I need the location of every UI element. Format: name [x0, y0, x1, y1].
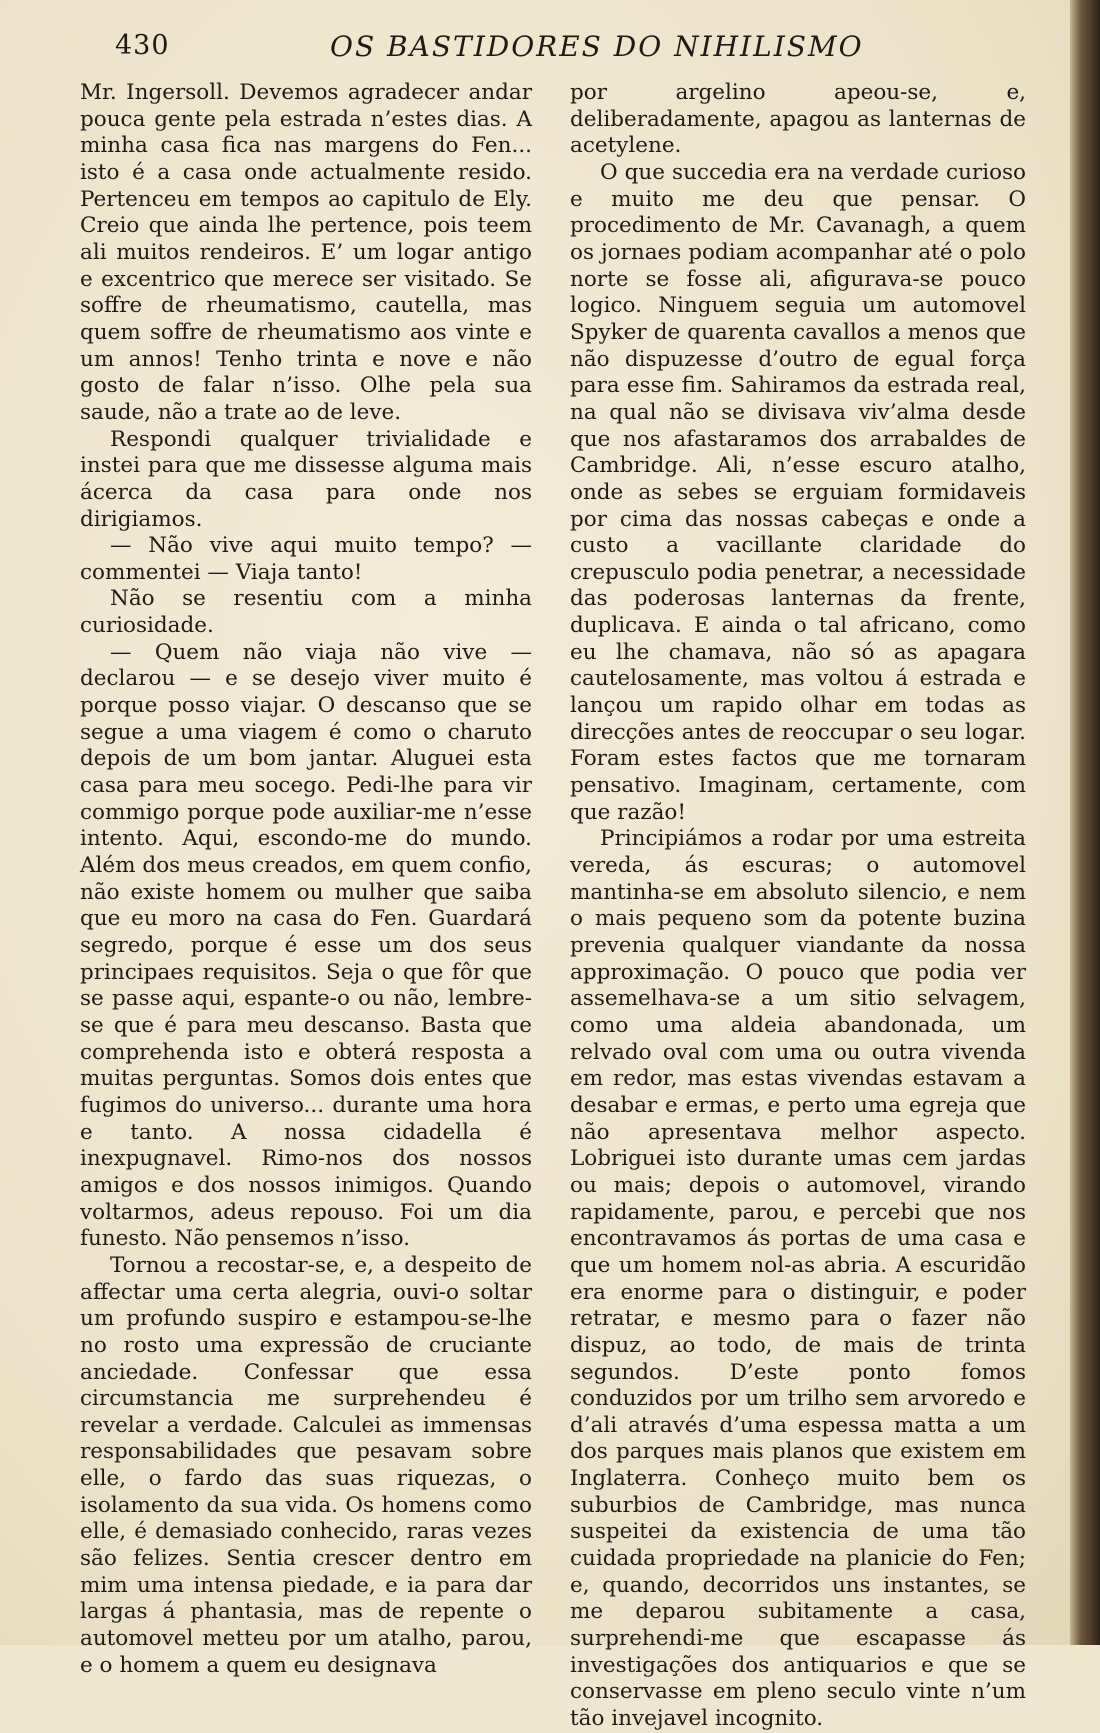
paragraph: Respondi qualquer trivialidade e instei para que me dissesse alguma mais ácerca da casa para onde nos dirigiamos. [80, 426, 532, 532]
page-number: 430 [115, 30, 170, 61]
running-head: OS BASTIDORES DO NIHILISMO [330, 30, 864, 63]
paragraph: — Não vive aqui muito tempo? — commentei — Viaja tanto! [80, 533, 532, 585]
paragraph: Não se resentiu com a minha curiosidade. [80, 586, 532, 639]
paragraph: por argelino apeou-se, e, deliberadamente, apagou as lanternas de acetylene. [570, 80, 1026, 159]
paragraph: O que succedia era na verdade curioso e muito me deu que pensar. O procedimento de Mr. Cavanagh, a quem os jornaes podiam acompanhar até o polo norte se fosse ali, afigurava-se pouco logico. Ninguem seguia um automovel Spyker de quarenta cavallos a menos que não dispuzesse d’outro de egual força para esse fim. Sahiramos da estrada real, na qual não se divisava viv’alma desde que nos afastaramos dos arrabaldes de Cambridge. Ali, n’esse escuro atalho, onde as sebes se erguiam formidaveis por cima das nossas cabeças e onde a custo a vacillante claridade do crepusculo podia penetrar, a necessidade das poderosas lanternas da frente, duplicava. E ainda o tal africano, como eu lhe chamava, não só as apagara cautelosamente, mas voltou á estrada e lançou um rapido olhar em todas as direcções antes de reoccupar o seu logar. Foram estes factos que me tornaram pensativo. Imaginam, certamente, com que razão! [570, 159, 1026, 825]
paragraph: Mr. Ingersoll. Devemos agradecer andar pouca gente pela estrada n’estes dias. A minha casa fica nas margens do Fen... isto é a casa onde actualmente resido. Pertenceu em tempos ao capitulo de Ely. Creio que ainda lhe pertence, pois teem ali muitos rendeiros. E’ um logar antigo e excentrico que merece ser visitado. Se soffre de rheumatismo, cautella, mas quem soffre de rheumatismo aos vinte e um annos! Tenho trinta e nove e não gosto de falar n’isso. Olhe pela sua saude, não a trate ao de leve. [80, 80, 532, 425]
book-binding-edge [1070, 0, 1100, 1645]
paragraph: Principiámos a rodar por uma estreita vereda, ás escuras; o automovel mantinha-se em absoluto silencio, e nem o mais pequeno som da potente buzina prevenia qualquer viandante da nossa approximação. O pouco que podia ver assemelhava-se a um sitio selvagem, como uma aldeia abandonada, um relvado oval com uma ou outra vivenda em redor, mas estas vivendas estavam a desabar e ermas, e perto uma egreja que não apresentava melhor aspecto. Lobriguei isto durante umas cem jardas ou mais; depois o automovel, virando rapidamente, parou, e percebi que nos encontravamos ás portas de uma casa e que um homem nol-as abria. A escuridão era enorme para o distinguir, e poder retratar, e mesmo para o fazer não dispuz, ao todo, de mais de trinta segundos. D’este ponto fomos conduzidos por um trilho sem arvoredo e d’ali através d’uma espessa matta a um dos parques mais planos que existem em Inglaterra. Conheço muito bem os suburbios de Cambridge, mas nunca suspeitei da existencia de uma tão cuidada propriedade na planicie do Fen; e, quando, decorridos uns instantes, se me deparou subitamente a casa, surprehendi-me que escapasse ás investigações dos antiquarios e que se conservasse em pleno seculo vinte n’um tão invejavel incognito. [570, 826, 1026, 1732]
left-column [80, 80, 532, 1679]
right-column [570, 80, 1026, 1733]
paragraph: Tornou a recostar-se, e, a despeito de affectar uma certa alegria, ouvi-o soltar um profundo suspiro e estampou-se-lhe no rosto uma expressão de cruciante anciedade. Confessar que essa circumstancia me surprehendeu é revelar a verdade. Calculei as immensas responsabilidades que pesavam sobre elle, o fardo das suas riquezas, o isolamento da sua vida. Os homens como elle, é demasiado conhecido, raras vezes são felizes. Sentia crescer dentro em mim uma intensa piedade, e ia para dar largas á phantasia, mas de repente o automovel metteu por um atalho, parou, e o homem a quem eu designava [80, 1252, 532, 1678]
paragraph: — Quem não viaja não vive — declarou — e se desejo viver muito é porque posso viajar. O descanso que se segue a uma viagem é como o charuto depois de um bom jantar. Aluguei esta casa para meu socego. Pedi-lhe para vir commigo porque pode auxiliar-me n’esse intento. Aqui, escondo-me do mundo. Além dos meus creados, em quem confio, não existe homem ou mulher que saiba que eu moro na casa do Fen. Guardará segredo, porque é esse um dos seus principaes requisitos. Seja o que fôr que se passe aqui, espante-o ou não, lembre-se que é para meu descanso. Basta que comprehenda isto e obterá resposta a muitas perguntas. Somos dois entes que fugimos do universo... durante uma hora e tanto. A nossa cidadella é inexpugnavel. Rimo-nos dos nossos amigos e dos nossos inimigos. Quando voltarmos, adeus repouso. Foi um dia funesto. Não pensemos n’isso. [80, 639, 532, 1252]
